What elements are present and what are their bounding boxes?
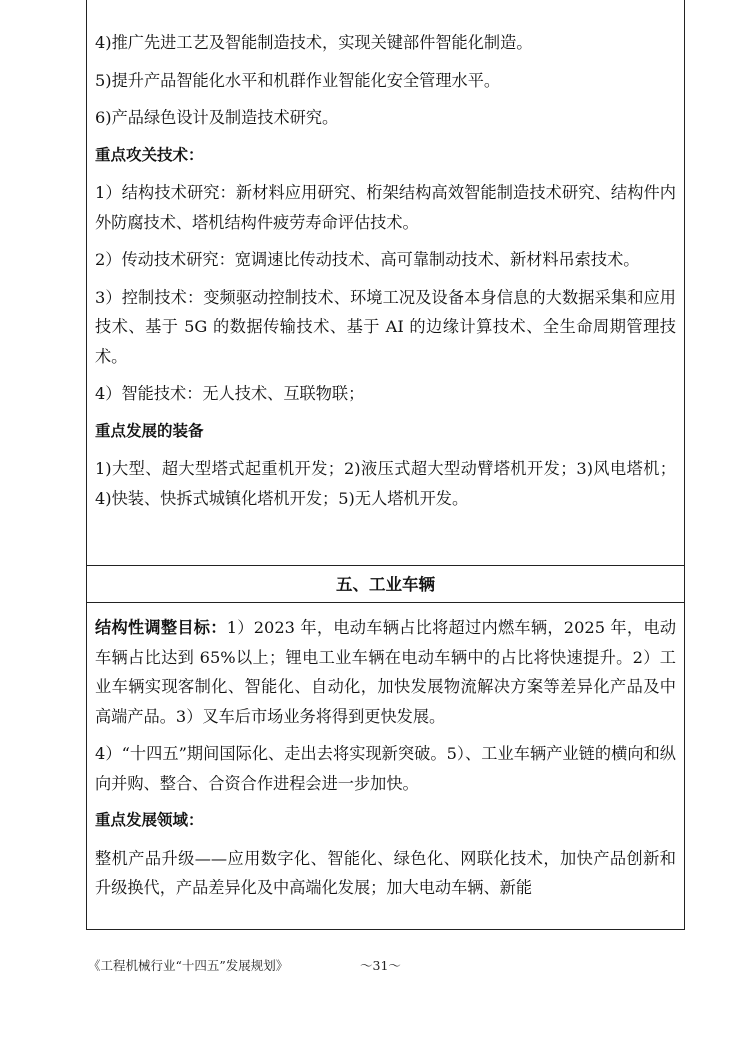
footer-doc-title: 《工程机械行业“十四五”发展规划》: [88, 958, 289, 973]
item-4: 4)推广先进工艺及智能制造技术，实现关键部件智能化制造。: [95, 33, 533, 52]
tower-crane-cell: [87, 0, 684, 566]
goal-label: 结构性调整目标：: [95, 618, 227, 637]
section-title: 五、工业车辆: [336, 575, 435, 594]
key-tech-heading: 重点攻关技术：: [95, 145, 204, 164]
fields-text: 整机产品升级——应用数字化、智能化、绿色化、网联化技术，加快产品创新和升级换代，产品差异化及中高端化发展；加大电动车辆、新能: [95, 848, 676, 897]
equipment-list: 1)大型、超大型塔式起重机开发；2)液压式超大型动臂塔机开发；3)风电塔机；4)快装、快拆式城镇化塔机开发；5)无人塔机开发。: [95, 459, 676, 508]
equipment-heading: 重点发展的装备: [95, 421, 204, 440]
goal-paragraph-2: 4）“十四五”期间国际化、走出去将实现新突破。5）、工业车辆产业链的横向和纵向并购、整合、合资合作进程会进一步加快。: [95, 744, 676, 793]
tech-item-1: 1）结构技术研究：新材料应用研究、桁架结构高效智能制造技术研究、结构件内外防腐技术、塔机结构件疲劳寿命评估技术。: [95, 183, 676, 232]
fields-heading: 重点发展领域：: [95, 811, 204, 829]
goal-text-1: 1）2023 年，电动车辆占比将超过内燃车辆，2025 年，电动车辆占比达到 65%以上；锂电工业车辆在电动车辆中的占比将快速提升。2）工业车辆实现客制化、智能化、自动化，加快发展物流解决方案等差异化产品及中高端产品。3）叉车后市场业务将得到更快发展。: [95, 618, 677, 726]
footer-page-number: ～31～: [360, 958, 401, 973]
item-5: 5)提升产品智能化水平和机群作业智能化安全管理水平。: [95, 70, 501, 90]
tech-item-4: 4）智能技术：无人技术、互联物联；: [95, 384, 365, 403]
tech-item-2: 2）传动技术研究：宽调速比传动技术、高可靠制动技术、新材料吊索技术。: [95, 250, 640, 269]
industrial-vehicle-cell: [87, 603, 684, 929]
goal-paragraph-1: [87, 613, 684, 731]
item-6: 6)产品绿色设计及制造技术研究。: [95, 108, 339, 127]
tech-item-3: 3）控制技术：变频驱动控制技术、环境工况及设备本身信息的大数据采集和应用技术、基于 5G 的数据传输技术、基于 AI 的边缘计算技术、全生命周期管理技术。: [95, 287, 676, 366]
section-title-cell: [87, 566, 684, 603]
content-table: [86, 0, 685, 930]
